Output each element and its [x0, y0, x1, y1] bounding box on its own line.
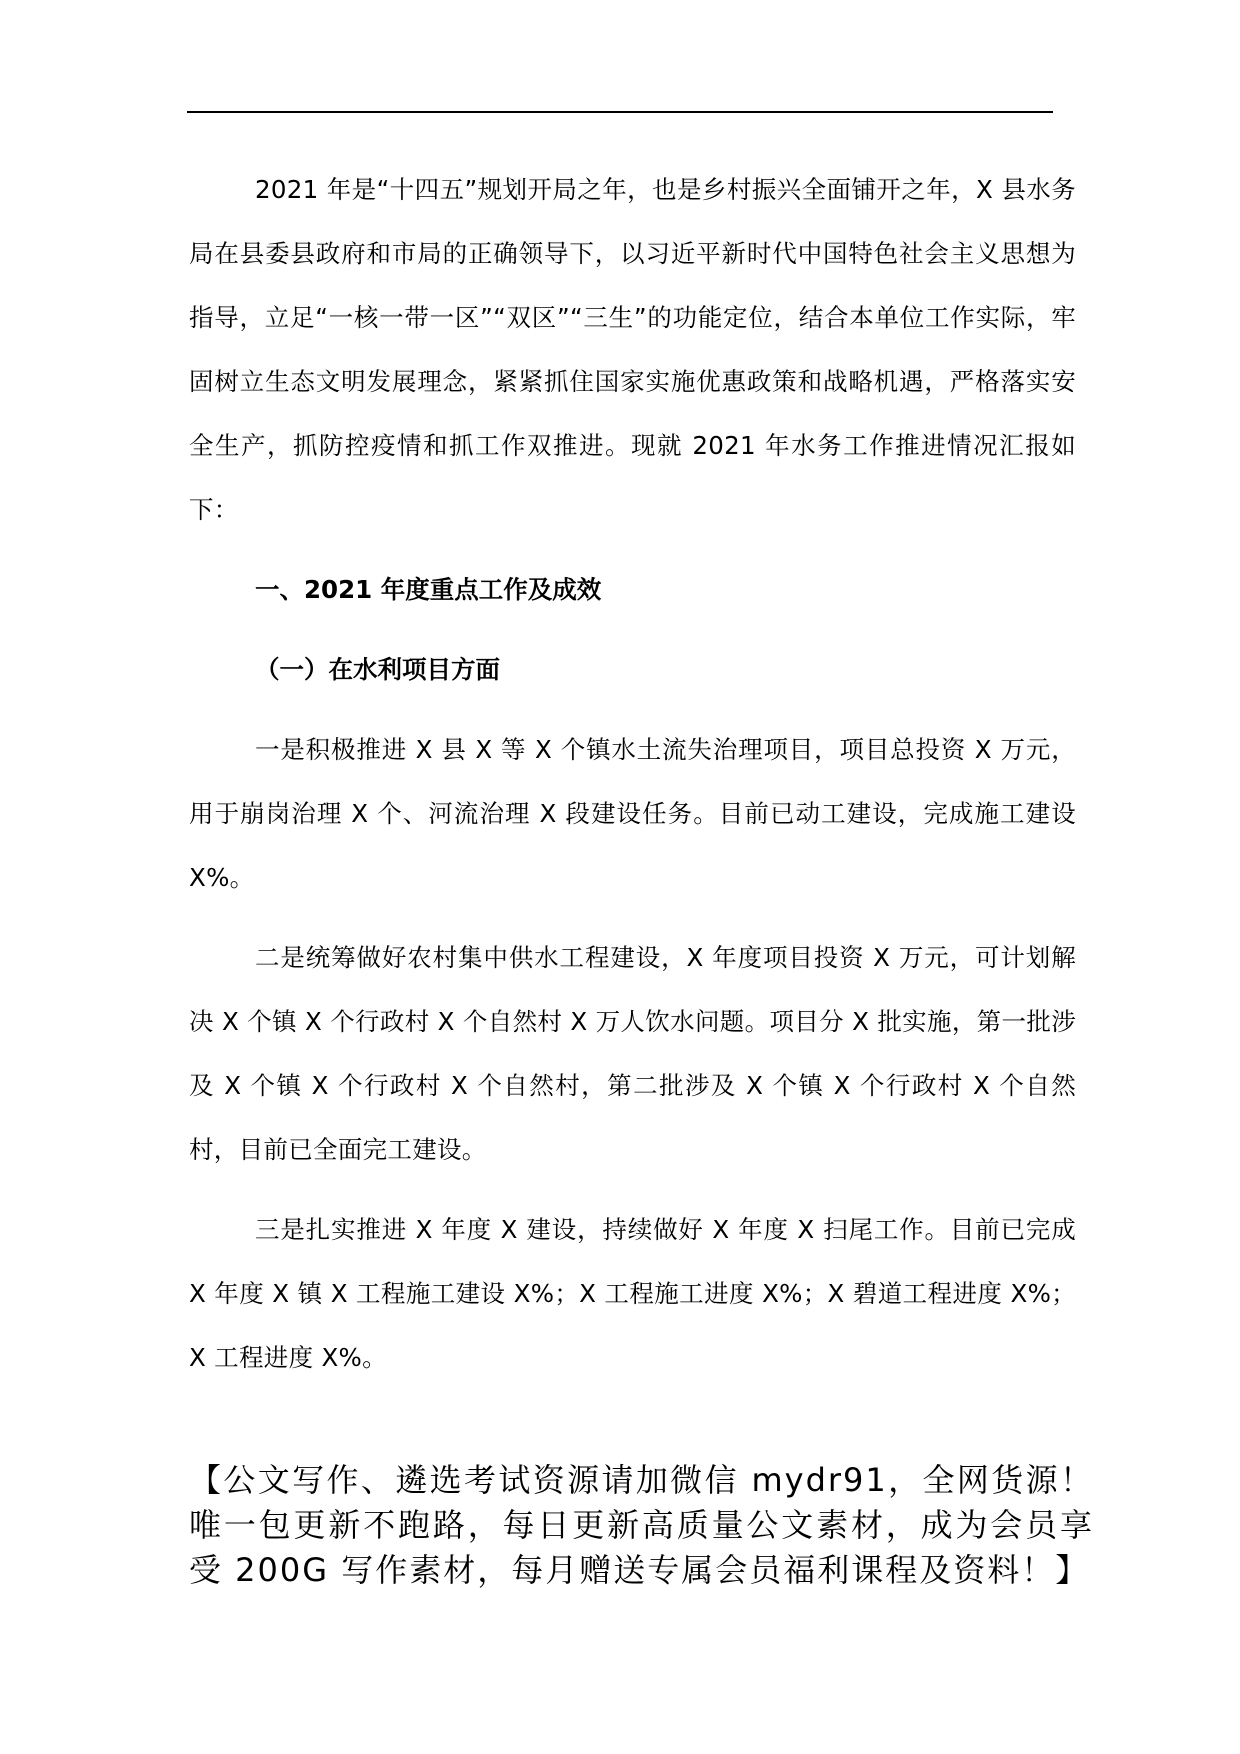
promo-notice: 【公文写作、遴选考试资源请加微信 mydr91，全网货源！唯一包更新不跑路，每日更新高质量公文素材，成为会员享受 200G 写作素材，每月赠送专属会员福利课程及资料！】 — [189, 1461, 1094, 1589]
subsection-heading: （一）在水利项目方面 — [255, 655, 500, 684]
intro-paragraph: 2021 年是“十四五”规划开局之年，也是乡村振兴全面铺开之年，X 县水务局在县委县政府和市局的正确领导下，以习近平新时代中国特色社会主义思想为指导，立足“一核一带一区”“双区”“三生”的功能定位，结合本单位工作实际，牢固树立生态文明发展理念，紧紧抓住国家实施优惠政策和战略机遇，严格落实安全生产，抓防控疫情和抓工作双推进。现就 2021 年水务工作推进情况汇报如下： — [189, 175, 1076, 524]
item-paragraph-3: 三是扎实推进 X 年度 X 建设，持续做好 X 年度 X 扫尾工作。目前已完成 X 年度 X 镇 X 工程施工建设 X%；X 工程施工进度 X%；X 碧道工程进度 X%；X 工程进度 X%。 — [189, 1215, 1076, 1372]
item-paragraph-1: 一是积极推进 X 县 X 等 X 个镇水土流失治理项目，项目总投资 X 万元，用于崩岗治理 X 个、河流治理 X 段建设任务。目前已动工建设，完成施工建设X%。 — [189, 735, 1076, 892]
document-body — [189, 158, 1076, 1390]
header-rule — [187, 111, 1053, 113]
section-heading: 一、2021 年度重点工作及成效 — [255, 575, 602, 604]
item-paragraph-2: 二是统筹做好农村集中供水工程建设，X 年度项目投资 X 万元，可计划解决 X 个镇 X 个行政村 X 个自然村 X 万人饮水问题。项目分 X 批实施，第一批涉及 X 个镇 X 个行政村 X 个自然村，第二批涉及 X 个镇 X 个行政村 X 个自然村，目前已全面完工建设。 — [189, 943, 1076, 1164]
